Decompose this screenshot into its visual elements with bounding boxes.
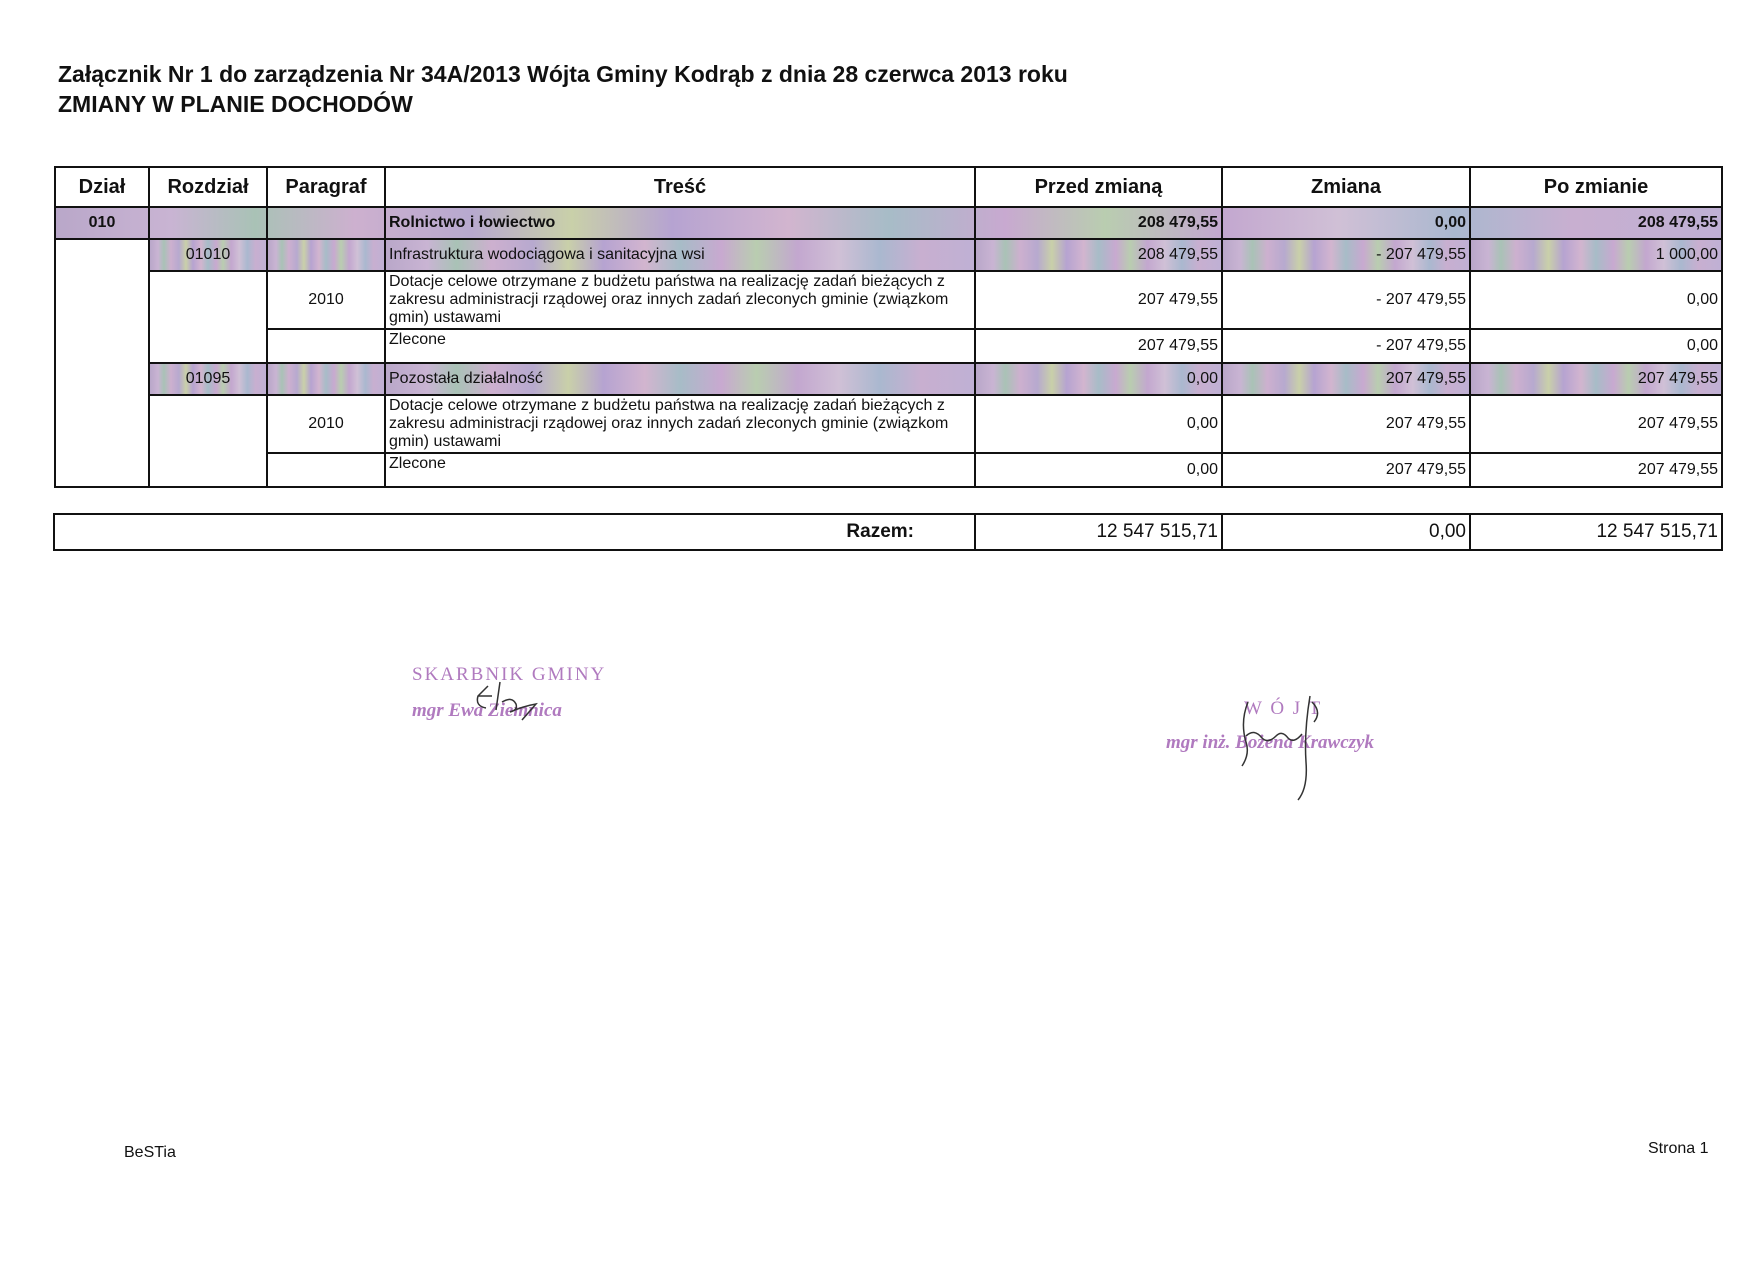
cell-paragraf: 2010: [267, 395, 385, 453]
cell-przed: 0,00: [975, 395, 1222, 453]
cell-tresc: Rolnictwo i łowiectwo: [385, 207, 975, 239]
header-tresc: Treść: [385, 167, 975, 207]
table-row-rozdzial-01010: [55, 239, 1722, 271]
cell-paragraf: [267, 453, 385, 487]
footer-page-number: Strona 1: [1648, 1140, 1709, 1157]
cell-tresc: Zlecone: [385, 329, 975, 363]
header-po-zmianie: Po zmianie: [1470, 167, 1722, 207]
cell-po: 0,00: [1470, 271, 1722, 329]
cell-przed: 208 479,55: [975, 239, 1222, 271]
header-dzial: Dział: [55, 167, 149, 207]
cell-rozdzial: 01010: [149, 239, 267, 271]
total-przed: 12 547 515,71: [975, 514, 1222, 550]
table-row-zlecone: [55, 329, 1722, 363]
cell-po: 208 479,55: [1470, 207, 1722, 239]
table-row-dzial-010: [55, 207, 1722, 239]
cell-tresc: Zlecone: [385, 453, 975, 487]
document-subtitle: ZMIANY W PLANIE DOCHODÓW: [58, 91, 413, 117]
cell-tresc: Dotacje celowe otrzymane z budżetu państwa na realizację zadań bieżących z zakresu administracji rządowej oraz innych zadań zleconych gminie (związkom gmin) ustawami: [385, 271, 975, 329]
footer-software-name: BeSTia: [124, 1144, 176, 1161]
total-po: 12 547 515,71: [1470, 514, 1722, 550]
cell-rozdzial-span: [149, 271, 267, 363]
cell-zmiana: 207 479,55: [1222, 395, 1470, 453]
cell-zmiana: 0,00: [1222, 207, 1470, 239]
cell-rozdzial: 01095: [149, 363, 267, 395]
total-label: Razem:: [54, 514, 975, 550]
total-row: [54, 514, 1722, 550]
table-row-paragraf-2010: [55, 395, 1722, 453]
cell-paragraf: [267, 239, 385, 271]
treasurer-signature-icon: [470, 676, 580, 724]
cell-dzial-span: [55, 239, 149, 487]
cell-zmiana: - 207 479,55: [1222, 239, 1470, 271]
mayor-stamp-title: W Ó J T: [1244, 698, 1323, 719]
cell-przed: 208 479,55: [975, 207, 1222, 239]
cell-zmiana: 207 479,55: [1222, 453, 1470, 487]
cell-po: 0,00: [1470, 329, 1722, 363]
table-row-paragraf-2010: [55, 271, 1722, 329]
total-zmiana: 0,00: [1222, 514, 1470, 550]
cell-rozdzial-span: [149, 395, 267, 487]
mayor-stamp-name: mgr inż. Bożena Krawczyk: [1166, 732, 1374, 753]
cell-po: 207 479,55: [1470, 453, 1722, 487]
cell-paragraf: [267, 363, 385, 395]
treasurer-stamp-name: mgr Ewa Ziemnica: [412, 700, 562, 721]
cell-przed: 0,00: [975, 363, 1222, 395]
table-header-row: [55, 167, 1722, 207]
header-przed-zmiana: Przed zmianą: [975, 167, 1222, 207]
cell-paragraf: 2010: [267, 271, 385, 329]
cell-tresc: Infrastruktura wodociągowa i sanitacyjna wsi: [385, 239, 975, 271]
cell-zmiana: - 207 479,55: [1222, 271, 1470, 329]
header-paragraf: Paragraf: [267, 167, 385, 207]
cell-po: 1 000,00: [1470, 239, 1722, 271]
cell-rozdzial: [149, 207, 267, 239]
cell-przed: 207 479,55: [975, 329, 1222, 363]
header-zmiana: Zmiana: [1222, 167, 1470, 207]
header-rozdzial: Rozdział: [149, 167, 267, 207]
cell-przed: 0,00: [975, 453, 1222, 487]
cell-tresc: Pozostała działalność: [385, 363, 975, 395]
mayor-signature-icon: [1232, 692, 1352, 804]
table-row-rozdzial-01095: [55, 363, 1722, 395]
total-table: [53, 513, 1723, 551]
cell-zmiana: 207 479,55: [1222, 363, 1470, 395]
cell-paragraf: [267, 207, 385, 239]
cell-po: 207 479,55: [1470, 395, 1722, 453]
cell-zmiana: - 207 479,55: [1222, 329, 1470, 363]
cell-przed: 207 479,55: [975, 271, 1222, 329]
table-row-zlecone: [55, 453, 1722, 487]
cell-dzial: 010: [55, 207, 149, 239]
cell-tresc: Dotacje celowe otrzymane z budżetu państwa na realizację zadań bieżących z zakresu administracji rządowej oraz innych zadań zleconych gminie (związkom gmin) ustawami: [385, 395, 975, 453]
cell-paragraf: [267, 329, 385, 363]
revenue-changes-table: [54, 166, 1723, 488]
document-title: Załącznik Nr 1 do zarządzenia Nr 34A/2013 Wójta Gminy Kodrąb z dnia 28 czerwca 2013 roku: [58, 61, 1068, 87]
treasurer-stamp-title: SKARBNIK GMINY: [412, 664, 607, 685]
cell-po: 207 479,55: [1470, 363, 1722, 395]
